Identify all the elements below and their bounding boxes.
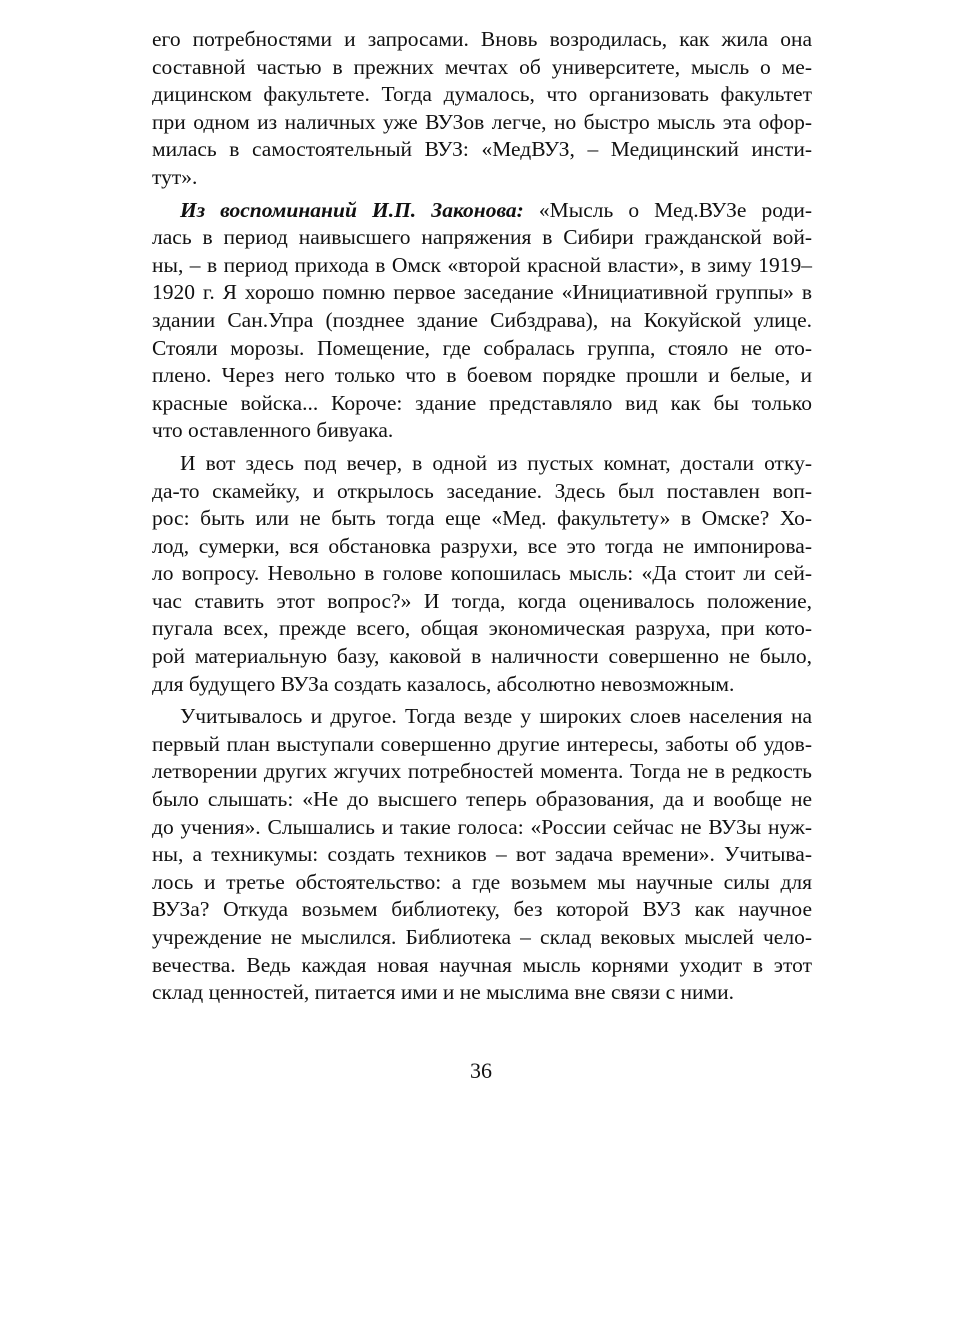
paragraph-2	[152, 197, 812, 445]
paragraph-1	[152, 26, 812, 192]
text-line: тут».	[152, 164, 198, 189]
text-line: лась в период наивысшего напряжения в Сибири гражданской вой-	[152, 225, 812, 250]
text-line: дицинском факультете. Тогда думалось, что организовать факультет	[152, 82, 812, 107]
text-line: милась в самостоятельный ВУЗ: «МедВУЗ, – Медицинский инсти-	[152, 137, 812, 162]
text-line: плено. Через него только что в боевом порядке прошли и белые, и	[152, 363, 812, 388]
text-line: ло вопросу. Невольно в голове копошилась мысль: «Да стоит ли сей-	[152, 561, 812, 586]
paragraph-4	[152, 703, 812, 1007]
text-fragment: «Мысль о Мед.ВУЗе роди-	[523, 197, 812, 222]
text-line: лод, сумерки, вся обстановка разрухи, все это тогда не импонирова-	[152, 533, 812, 558]
paragraph-3	[152, 450, 812, 698]
text-line: составной частью в прежних мечтах об университете, мысль о ме-	[152, 54, 812, 79]
text-line: рос: быть или не быть тогда еще «Мед. факультету» в Омске? Хо-	[152, 506, 812, 531]
page-number: 36	[470, 1058, 492, 1083]
text-line: его потребностями и запросами. Вновь возродилась, как жила она	[152, 27, 812, 51]
page-body	[152, 26, 812, 1012]
text-line	[152, 197, 812, 225]
text-line: до учения». Слышались и такие голоса: «России сейчас не ВУЗы нуж-	[152, 814, 812, 839]
text-line: для будущего ВУЗа создать казалось, абсолютно невозможным.	[152, 671, 735, 696]
memoir-attribution: Из воспоминаний И.П. Законова:	[180, 197, 524, 222]
text-line: было слышать: «Не до высшего теперь образования, да и вообще не	[152, 787, 812, 812]
text-line: 1920 г. Я хорошо помню первое заседание «Инициативной группы» в	[152, 280, 812, 305]
text-line: пугала всех, прежде всего, общая экономическая разруха, при кото-	[152, 616, 812, 641]
text-line: да-то скамейку, и открылось заседание. Здесь был поставлен воп-	[152, 478, 812, 503]
text-line: что оставленного бивуака.	[152, 418, 394, 443]
text-line: первый план выступали совершенно другие интересы, заботы об удов-	[152, 731, 812, 756]
text-line: лось и третье обстоятельство: а где возьмем мы научные силы для	[152, 869, 812, 894]
text-line: час ставить этот вопрос?» И тогда, когда оценивалось положение,	[152, 588, 812, 613]
text-line: Стояли морозы. Помещение, где собралась группа, стояло не ото-	[152, 335, 812, 360]
text-line: И вот здесь под вечер, в одной из пустых комнат, достали отку-	[180, 450, 812, 475]
text-line: ны, а техникумы: создать техников – вот задача времени». Учитыва-	[152, 842, 812, 867]
text-line: летворении других жгучих потребностей момента. Тогда не в редкость	[152, 759, 812, 784]
text-line: Учитывалось и другое. Тогда везде у широких слоев населения на	[180, 704, 812, 729]
text-line: рой материальную базу, каковой в наличности совершенно не было,	[152, 644, 812, 669]
text-line: учреждение не мыслился. Библиотека – склад вековых мыслей чело-	[152, 925, 812, 949]
text-line: красные войска... Короче: здание представляло вид как бы только	[152, 390, 812, 415]
text-line: ны, – в период прихода в Омск «второй красной власти», в зиму 1919–	[152, 252, 812, 277]
text-line: при одном из наличных уже ВУЗов легче, но быстро мысль эта офор-	[152, 109, 812, 134]
text-line: ВУЗа? Откуда возьмем библиотеку, без которой ВУЗ как научное	[152, 897, 812, 922]
text-line: вечества. Ведь каждая новая научная мысль корнями уходит в этот	[152, 952, 812, 977]
text-line: здании Сан.Упра (позднее здание Сибздрава), на Кокуйской улице.	[152, 307, 812, 332]
text-line: склад ценностей, питается ими и не мыслима вне связи с ними.	[152, 980, 735, 1005]
